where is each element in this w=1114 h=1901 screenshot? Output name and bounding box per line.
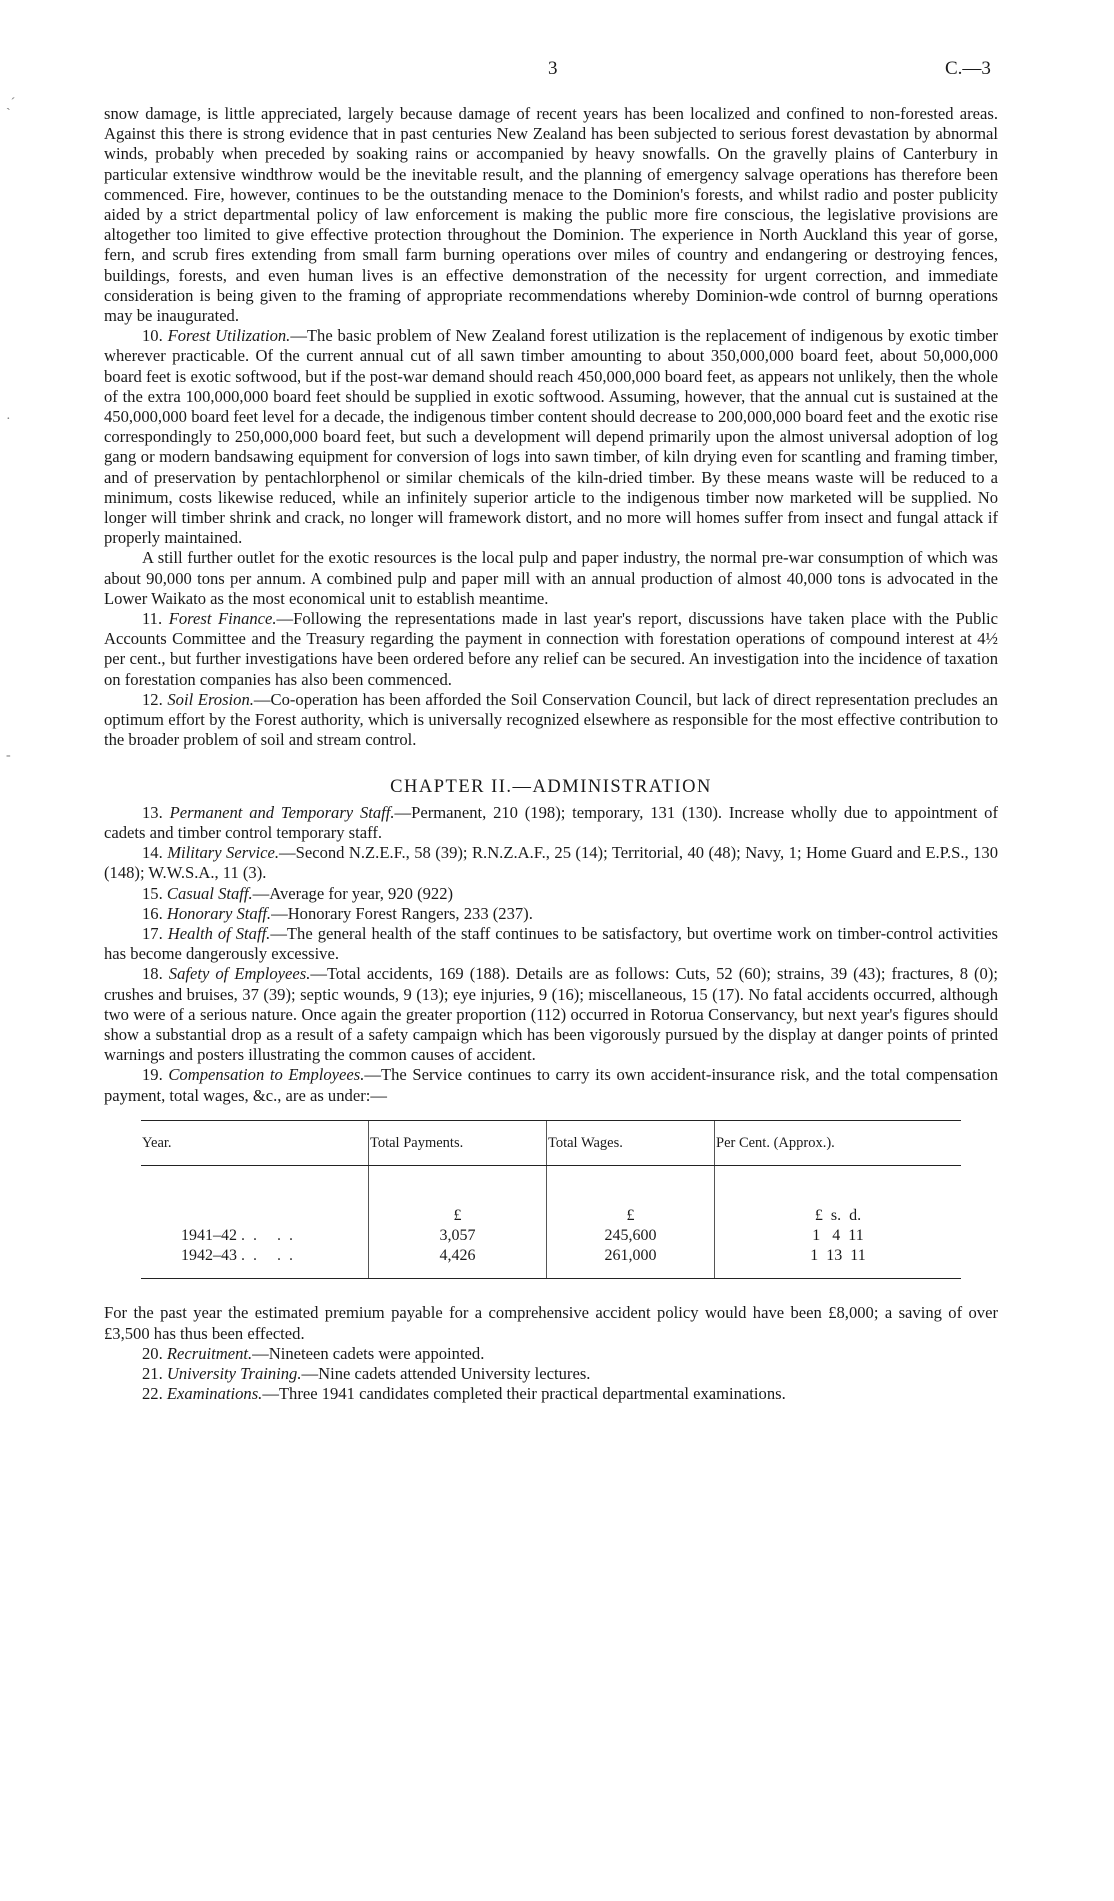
column-header-percent: Per Cent. (Approx.). (715, 1120, 962, 1165)
table-header-row (141, 1120, 961, 1165)
paragraph-forest-utilization: 10. Forest Utilization.—The basic problem of New Zealand forest utilization is the replacement of indigenous by exotic timber wherever practicable. Of the current annual cut of all sawn timber amounting to about 350,000,000 board feet, about 50,000,000 board feet is exotic softwood, but if the post-war demand should reach 450,000,000 board feet, as appears not unlikely, then the whole of the extra 100,000,000 board feet should be supplied in exotic softwood. Assuming, however, that the annual cut is sustained at the 450,000,000 board feet level for a decade, the indigenous timber content should decrease to 200,000,000 board feet and the exotic rise correspondingly to 250,000,000 board feet, but such a development will depend primarily upon the almost universal adoption of log gang or modern bandsawing equipment for conversion of logs into sawn timber, of kiln drying even for scantling and framing timber, and of preservation by pentachlorphenol or similar chemicals of the kiln-dried timber. By these means waste will be reduced to a minimum, costs likewise reduced, while an infinitely superior article to the indigenous timber now marketed will be supplied. No longer will timber shrink and crack, no longer will framework distort, and no more will homes suffer from insect and fungal attack if properly maintained. (104, 326, 998, 548)
table-cell: £ (369, 1165, 547, 1226)
table-cell: 245,600 (547, 1226, 715, 1246)
table-row (141, 1246, 961, 1279)
table-cell-year: 1942–43 .. .. (141, 1246, 369, 1279)
paragraph-university: 21. University Training.—Nine cadets attended University lectures. (142, 1363, 591, 1383)
paragraph-military-service: 14. Military Service.—Second N.Z.E.F., 58 (39); R.N.Z.A.F., 25 (14); Territorial, 40 (48); Navy, 1; Home Guard and E.P.S., 130 (148); W.W.S.A., 11 (3). (104, 843, 998, 883)
paragraph-safety: 18. Safety of Employees.—Total accidents, 169 (188). Details are as follows: Cuts, 52 (60); strains, 39 (43); fractures, 8 (0); crushes and bruises, 37 (39); septic wounds, 9 (13); eye injuries, 9 (16); miscellaneous, 15 (17). No fatal accidents occurred, although two were of a serious nature. Once again the greater proportion (112) occurred in Rotorua Conservancy, but next year's figures should show a substantial drop as a result of a safety campaign which has been vigorously pursued by the display at danger points of printed warnings and posters illustrating the common causes of accident. (104, 964, 998, 1065)
paragraph-forest-finance: 11. Forest Finance.—Following the representations made in last year's report, discussions have taken place with the Public Accounts Committee and the Treasury regarding the payment in connection with forestation operations of compound interest at 4½ per cent., but further investigations have been ordered before any relief can be secured. An investigation into the incidence of taxation on forestation companies has also been commenced. (104, 609, 998, 689)
table-row (141, 1226, 961, 1246)
table-cell: 3,057 (369, 1226, 547, 1246)
paragraph-honorary-staff: 16. Honorary Staff.—Honorary Forest Rangers, 233 (237). (142, 903, 533, 923)
margin-mark: ˎ´ (6, 96, 16, 111)
paragraph-casual-staff: 15. Casual Staff.—Average for year, 920 (922) (142, 883, 454, 903)
paragraph-recruitment: 20. Recruitment.—Nineteen cadets were appointed. (142, 1343, 485, 1363)
section-administration (104, 803, 998, 1106)
paragraph-soil-erosion: 12. Soil Erosion.—Co-operation has been afforded the Soil Conservation Council, but lack of direct representation precludes an optimum effort by the Forest authority, which is universally recognized elsewhere as responsible for the most effective contribution to the broader problem of soil and stream control. (104, 689, 998, 750)
table-cell: 1 13 11 (715, 1246, 962, 1279)
column-header-year: Year. (141, 1120, 369, 1165)
paragraph-examinations: 22. Examinations.—Three 1941 candidates completed their practical departmental examinations. (142, 1384, 786, 1404)
table-cell-year: 1941–42 .. .. (181, 1226, 301, 1244)
section-top (104, 104, 998, 751)
paragraph-pulp-paper: A still further outlet for the exotic resources is the local pulp and paper industry, the normal pre-war consumption of which was about 90,000 tons per annum. A combined pulp and paper mill with an annual production of almost 40,000 tons is advocated in the Lower Waikato as the most economical unit to establish meantime. (104, 548, 998, 608)
column-header-payments: Total Payments. (369, 1120, 547, 1165)
page-number: 3 (548, 58, 558, 79)
column-header-wages: Total Wages. (547, 1120, 715, 1165)
paragraph-premium: For the past year the estimated premium payable for a comprehensive accident policy would have been £8,000; a saving of over £3,500 has thus been effected. (104, 1303, 998, 1343)
paragraph-health: 17. Health of Staff.—The general health of the staff continues to be satisfactory, but overtime work on timber-control activities has become dangerously excessive. (104, 923, 998, 964)
document-code: C.—3 (945, 58, 991, 79)
table-cell: £ s. d. (715, 1165, 962, 1226)
body-text (104, 104, 998, 1404)
margin-mark: - (6, 748, 11, 763)
table-cell: £ (547, 1165, 715, 1226)
compensation-table-wrapper (104, 1120, 998, 1280)
table-cell: 1 4 11 (715, 1226, 962, 1246)
section-bottom (104, 1303, 998, 1404)
table-cell: 4,426 (369, 1246, 547, 1279)
paragraph-compensation: 19. Compensation to Employees.—The Service continues to carry its own accident-insurance risk, and the total compensation payment, total wages, &c., are as under:— (104, 1065, 998, 1105)
table-cell: 261,000 (547, 1246, 715, 1279)
margin-mark: · (6, 412, 11, 427)
paragraph-continued: snow damage, is little appreciated, largely because damage of recent years has been localized and confined to non-forested areas. Against this there is strong evidence that in past centuries New Zealand has been subjected to serious forest devastation by abnormal winds, probably when preceded by soaking rains or accompanied by heavy snowfalls. On the gravelly plains of Canterbury in particular extensive windthrow would be the inevitable result, and the planning of emergency salvage operations has therefore been commenced. Fire, however, continues to be the outstanding menace to the Dominion's forests, and whilst radio and poster publicity aided by a strict departmental policy of law enforcement is making the public more fire conscious, the legislative provisions are altogether too limited to give effective protection throughout the Dominion. The experience in North Auckland this year of gorse, fern, and scrub fires extending from small farm burning operations over miles of country and endangering or destroying fences, buildings, forests, and even human lives is an effective demonstration of the necessity for urgent correction, and immediate consideration is being given to the framing of appropriate recommendations whereby Dominion-wde control of burnng operations may be inaugurated. (104, 104, 998, 326)
compensation-table (141, 1120, 961, 1280)
chapter-heading: CHAPTER II.—ADMINISTRATION (390, 776, 712, 797)
table-units-row (141, 1165, 961, 1226)
table-cell (141, 1165, 369, 1226)
paragraph-staff: 13. Permanent and Temporary Staff.—Permanent, 210 (198); temporary, 131 (130). Increase wholly due to appointment of cadets and timber control temporary staff. (104, 802, 998, 842)
